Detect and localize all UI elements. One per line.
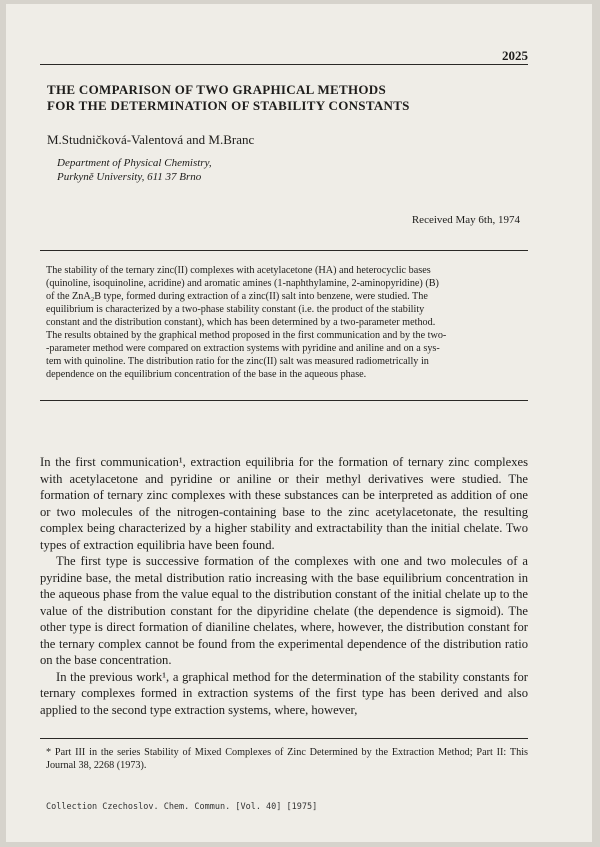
abstract bbox=[46, 264, 526, 381]
abstract-line: (quinoline, isoquinoline, acridine) and aromatic amines (1-naphthylamine, 2-aminopyridine) (B) bbox=[46, 278, 439, 289]
abstract-line: -parameter method were compared on extraction systems with pyridine and aniline and on a sys- bbox=[46, 343, 440, 354]
paragraph-3: In the previous work¹, a graphical method for the determination of the stability constants for ternary complexes formed in extraction systems of the first type has been derived and also applied to the second type extraction systems, where, however, bbox=[40, 669, 528, 717]
abstract-line: tem with quinoline. The distribution ratio for the zinc(II) salt was measured radiometrically in bbox=[46, 356, 429, 367]
paper-page bbox=[6, 4, 592, 842]
abstract-bottom-rule bbox=[40, 400, 528, 401]
abstract-top-rule bbox=[40, 250, 528, 251]
affiliation-line-1: Department of Physical Chemistry, bbox=[57, 157, 212, 169]
abstract-line: The stability of the ternary zinc(II) complexes with acetylacetone (HA) and heterocyclic bases bbox=[46, 265, 431, 276]
page-number: 2025 bbox=[502, 48, 528, 63]
affiliation bbox=[57, 156, 212, 184]
abstract-line: The results obtained by the graphical method proposed in the first communication and by the two- bbox=[46, 330, 447, 341]
abstract-line: dependence on the equilibrium concentration of the base in the aqueous phase. bbox=[46, 369, 367, 380]
footnote-rule bbox=[40, 738, 528, 739]
title-line-1: THE COMPARISON OF TWO GRAPHICAL METHODS bbox=[47, 82, 387, 97]
authors: M.Studničková-Valentová and M.Branc bbox=[47, 132, 255, 147]
body-text bbox=[40, 454, 528, 718]
footnote: * Part III in the series Stability of Mixed Complexes of Zinc Determined by the Extraction Method; Part II: This Journal 38, 2268 (1973). bbox=[46, 747, 528, 771]
paragraph-2: The first type is successive formation of the complexes with one and two molecules of a pyridine base, the metal distribution ratio increasing with the base equilibrium concentration in the aqueous phase from the value equal to the distribution constant of the initial chelate up to the value of the distribution constant for the dipyridine chelate (the dependence is sigmoid). The other type is direct formation of dianiline chelates, where, however, the distribution constant for the ternary complex cannot be found from the experimental dependence of the distribution ratio on the base concentration. bbox=[40, 554, 528, 667]
article-title bbox=[47, 82, 527, 114]
received-date: Received May 6th, 1974 bbox=[411, 214, 520, 226]
affiliation-line-2: Purkyně University, 611 37 Brno bbox=[57, 171, 202, 183]
journal-footer: Collection Czechoslov. Chem. Commun. [Vol. 40] [1975] bbox=[46, 802, 318, 812]
abstract-line: of the ZnA₂B type, formed during extraction of a zinc(II) salt into benzene, were studied. The bbox=[46, 291, 428, 302]
header-rule bbox=[40, 64, 528, 65]
abstract-line: constant and the distribution constant), which has been determined by a two-parameter method. bbox=[46, 317, 436, 328]
abstract-line: equilibrium is characterized by a two-phase stability constant (i.e. the product of the stability bbox=[46, 304, 425, 315]
title-line-2: FOR THE DETERMINATION OF STABILITY CONSTANTS bbox=[47, 98, 410, 113]
paragraph-1: In the first communication¹, extraction equilibria for the formation of ternary zinc complexes with acetylacetone and pyridine or aniline or their methyl derivatives were studied. The formation of ternary zinc complexes with these substances can be interpreted as addition of one or two molecules of the nitrogen-containing base to the zinc acetylacetonate, the resulting complex being characterized by a higher stability and extractability than the initial chelate. Two types of extraction equilibria have been found. bbox=[40, 455, 528, 552]
